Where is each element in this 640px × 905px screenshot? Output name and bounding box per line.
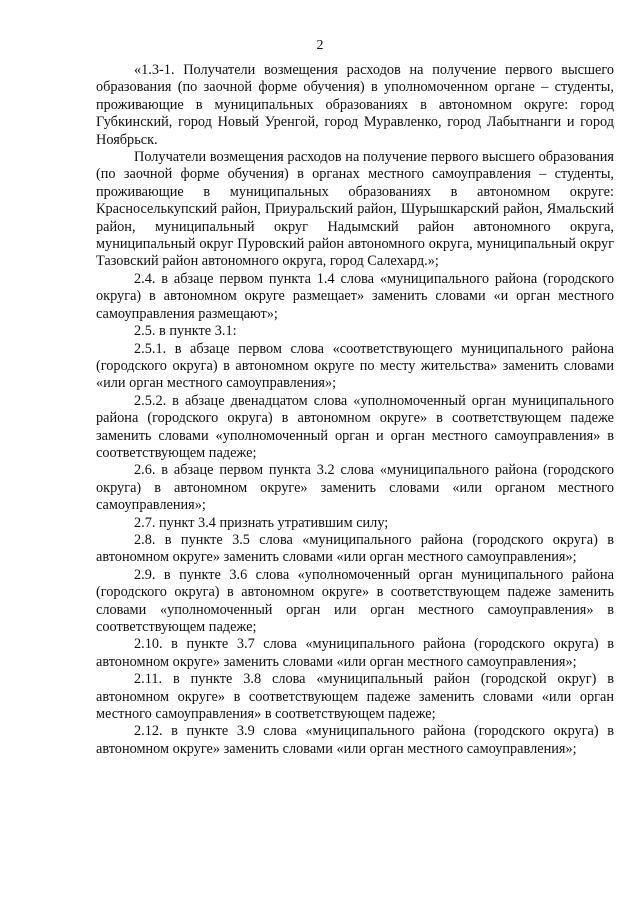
paragraph-2-6: 2.6. в абзаце первом пункта 3.2 слова «муниципального района (городского округа) в автономном округе» заменить словами «или органом местного самоуправления»; bbox=[96, 462, 614, 514]
paragraph-2-10: 2.10. в пункте 3.7 слова «муниципального района (городского округа) в автономном округе» заменить словами «или орган местного самоуправления»; bbox=[96, 636, 614, 670]
page-number: 2 bbox=[316, 38, 324, 53]
paragraph-2-4: 2.4. в абзаце первом пункта 1.4 слова «муниципального района (городского округа) в автономном округе размещает» заменить словами «и орган местного самоуправления размещают»; bbox=[96, 270, 614, 322]
paragraph-1-3-1: «1.3-1. Получатели возмещения расходов на получение первого высшего образования (по заочной форме обучения) в уполномоченном органе – студенты, проживающие в муниципальных образованиях в автономном округе: город Губкинский, город Новый Уренгой, город Муравленко, город Лабытнанги и город Ноябрьск. bbox=[96, 62, 614, 148]
paragraph-2-5-1: 2.5.1. в абзаце первом слова «соответствующего муниципального района (городского округа) в автономном округе по месту жительства» заменить словами «или орган местного самоуправления»; bbox=[96, 340, 614, 392]
paragraph-2-9: 2.9. в пункте 3.6 слова «уполномоченный орган муниципального района (городского округа) в автономном округе» в соответствующем падеже заменить словами «уполномоченный орган или орган местного самоуправления» в соответствующем падеже; bbox=[96, 566, 614, 635]
paragraph-2-5-2: 2.5.2. в абзаце двенадцатом слова «уполномоченный орган муниципального района (городского округа) в автономном округе» в соответствующем падеже заменить словами «уполномоченный орган и орган местного самоуправления» в соответствующем падеже; bbox=[96, 392, 614, 461]
paragraph-2-7: 2.7. пункт 3.4 признать утратившим силу; bbox=[134, 514, 389, 531]
paragraph-2-5: 2.5. в пункте 3.1: bbox=[134, 323, 237, 340]
paragraph-2-11: 2.11. в пункте 3.8 слова «муниципальный район (городской округ) в автономном округе» в соответствующем падеже заменить словами «или орган местного самоуправления» в соответствующем падеже; bbox=[96, 671, 614, 723]
paragraph-2-12: 2.12. в пункте 3.9 слова «муниципального района (городского округа) в автономном округе» заменить словами «или орган местного самоуправления»; bbox=[96, 723, 614, 757]
paragraph-1-3-1-continued: Получатели возмещения расходов на получение первого высшего образования (по заочной форме обучения) в органах местного самоуправления – студенты, проживающие в муниципальных образованиях в автономном округе: Красноселькупский район, Приуральский район, Шурышкарский район, Ямальский район, муниципальный округ Надымский район автономного округа, муниципальный округ Пуровский район автономного округа, муниципальный округ Тазовский район автономного округа, город Салехард.»; bbox=[96, 149, 614, 270]
paragraph-2-8: 2.8. в пункте 3.5 слова «муниципального района (городского округа) в автономном округе» заменить словами «или орган местного самоуправления»; bbox=[96, 531, 614, 566]
document-body bbox=[96, 62, 614, 758]
